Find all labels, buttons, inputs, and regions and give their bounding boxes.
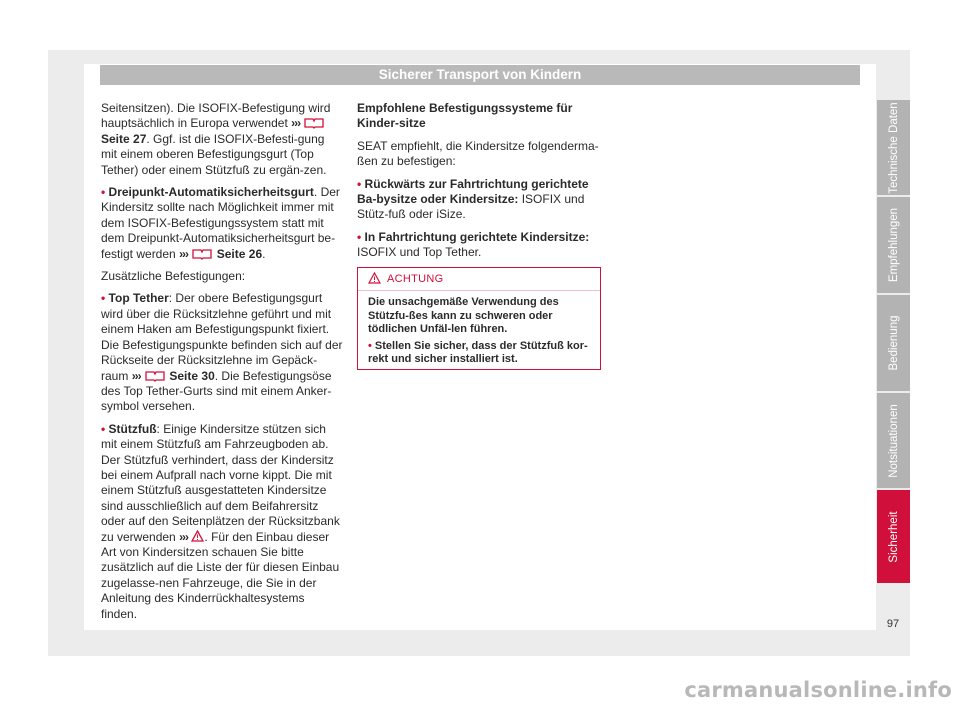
warning-triangle-icon[interactable] <box>191 530 204 542</box>
list-text: : Der obere Befestigungsgurt wird über die Rücksitzlehne geführt und mit einem Haken am Befestigungspunkt fixiert. Die Befestigungspunkte befinden sich auf der Rückseite der Rücksitzlehne im Gepäck-raum <box>101 291 343 383</box>
side-tab-empfehlungen[interactable] <box>877 197 910 293</box>
warning-header <box>358 268 600 291</box>
paragraph-isofix-intro <box>101 101 343 178</box>
list-text: ISOFIX und Top Tether. <box>357 245 482 260</box>
bullet: • <box>101 421 106 436</box>
bullet: • <box>368 339 372 352</box>
page-reference-link[interactable]: Seite 27 <box>101 131 147 146</box>
list-term: Top Tether <box>108 291 169 306</box>
page-reference-link[interactable]: Seite 26 <box>216 246 263 261</box>
side-tab-label: Notsituationen <box>887 403 900 478</box>
side-tab-label: Technische Daten <box>887 101 900 194</box>
reference-arrow: ››› <box>179 529 189 544</box>
reference-arrow: ››› <box>291 116 301 131</box>
side-tab-technische-daten[interactable] <box>877 100 910 195</box>
list-item <box>357 177 602 223</box>
list-item <box>357 230 602 261</box>
list-term: In Fahrtrichtung gerichtete Kindersitze: <box>364 229 590 244</box>
bullet: • <box>101 291 106 306</box>
bullet: • <box>101 185 106 200</box>
book-icon <box>303 116 325 129</box>
bullet: • <box>357 176 362 191</box>
paragraph-additional: Zusätzliche Befestigungen: <box>101 269 246 284</box>
warning-triangle-icon <box>368 272 381 284</box>
list-term: Dreipunkt-Automatiksicherheitsgurt <box>108 185 314 200</box>
list-text: . Für den Einbau dieser Art von Kindersitzen schauen Sie bitte zusätzlich auf die Liste der für diesen Einbau zugelasse-nen Fahrzeuge, die Sie in der Anleitung des Kinderrückhaltesystems finden. <box>101 529 340 621</box>
bullet: • <box>357 229 362 244</box>
middle-column <box>357 101 602 268</box>
side-tab-bedienung[interactable] <box>877 295 910 391</box>
side-tab-label: Bedienung <box>887 315 900 371</box>
book-icon <box>191 247 213 260</box>
side-tab-notsituationen[interactable] <box>877 393 910 488</box>
list-text: . Die Befestigungsöse des Top Tether-Gurts sind mit einem Anker-symbol versehen. <box>101 368 332 414</box>
warning-bullet-text: Stellen Sie sicher, dass der Stützfuß kor-rekt und sicher installiert ist. <box>368 339 588 366</box>
list-text: : Einige Kindersitze stützen sich mit einem Stützfuß am Fahrzeugboden ab. Der Stützfuß verhindert, dass der Kindersitz bei einem Aufprall nach vorne kippt. Die mit einem Stützfuß ausgestatteten Kindersitze sind ausschließlich auf dem Beifahrersitz oder auf den Seitenplätzen der Rücksitzbank zu verwenden <box>101 421 340 544</box>
paragraph-text: Seitensitzen). Die ISOFIX-Befestigung wird hauptsächlich in Europa verwendet <box>101 101 331 131</box>
page-number: 97 <box>886 618 900 630</box>
list-term: Stützfuß <box>108 421 157 436</box>
reference-arrow: ››› <box>131 368 141 383</box>
warning-box <box>357 267 601 370</box>
left-column <box>101 101 343 629</box>
section-heading: Empfohlene Befestigungssysteme für Kinder-sitze <box>357 101 573 131</box>
list-item <box>101 185 343 262</box>
side-tab-sicherheit[interactable] <box>877 490 910 583</box>
paragraph-intro: SEAT empfiehlt, die Kindersitze folgenderma-ßen zu befestigen: <box>357 138 599 169</box>
watermark: carmanualsonline.info <box>684 678 952 702</box>
warning-list-item <box>368 340 590 367</box>
list-text: . <box>262 246 266 261</box>
page-header: Sicherer Transport von Kindern <box>100 65 860 85</box>
warning-body <box>358 291 600 367</box>
warning-label: ACHTUNG <box>387 273 444 285</box>
list-text: ISOFIX und Stütz-fuß oder iSize. <box>357 192 585 222</box>
page-reference-link[interactable]: Seite 30 <box>169 368 215 383</box>
warning-text: Die unsachgemäße Verwendung des Stützfu-ßes kann zu schweren oder tödlichen Unfäl-len führen. <box>368 296 559 336</box>
reference-arrow: ››› <box>179 246 189 261</box>
list-text: . Der Kindersitz sollte nach Möglichkeit immer mit dem ISOFIX-Befestigungssystem statt mit dem Dreipunkt-Automatiksicherheitsgurt be-festigt werden <box>101 185 340 261</box>
list-term: Rückwärts zur Fahrtrichtung gerichtete Ba-bysitze oder Kindersitze: <box>357 176 589 207</box>
list-item <box>101 291 343 414</box>
side-tab-label: Empfehlungen <box>887 207 900 283</box>
list-item <box>101 422 343 622</box>
paragraph-text: . Ggf. ist die ISOFIX-Befesti-gung mit einem oberen Befestigungsgurt (Top Tether) oder einem Stützfuß zu ergän-zen. <box>101 131 327 177</box>
book-icon <box>144 369 166 382</box>
side-tab-label: Sicherheit <box>887 510 900 563</box>
